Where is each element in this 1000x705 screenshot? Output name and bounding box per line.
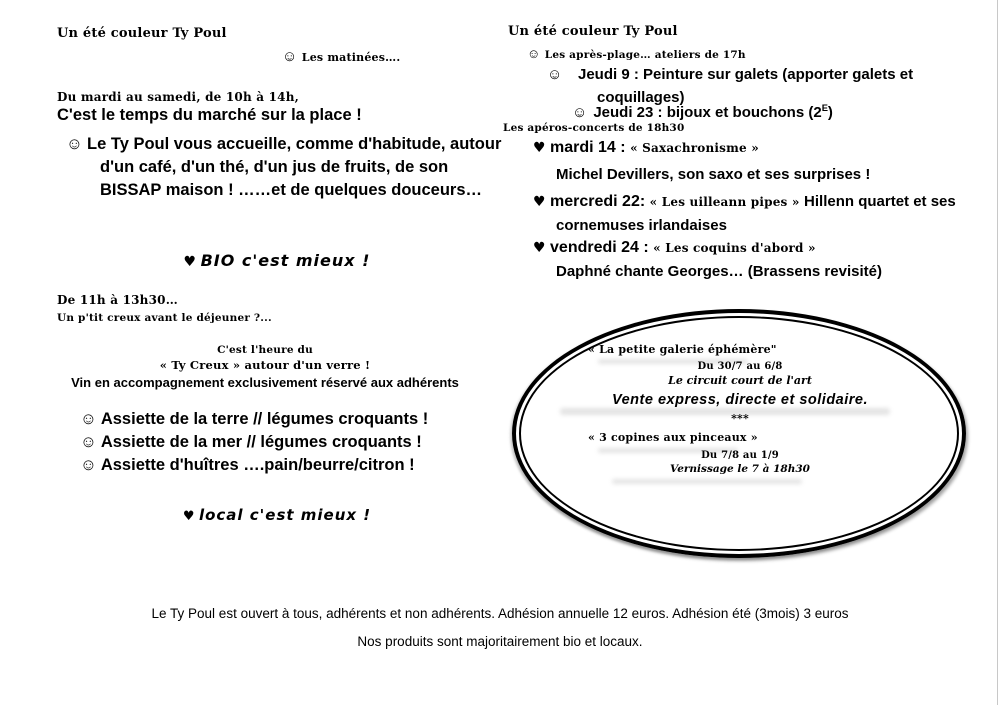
lunch-question: Un p'tit creux avant le déjeuner ?...: [57, 312, 272, 324]
lunch-hours: De 11h à 13h30…: [57, 293, 178, 307]
concert-title: « Saxachronisme »: [630, 141, 759, 155]
concert-day: mardi 14 :: [550, 139, 626, 156]
concert-detail: Hillenn quartet et ses cornemuses irlandaises: [556, 193, 956, 234]
atelier-close: ): [827, 104, 833, 121]
gallery-event1-tagline: Vente express, directe et solidaire.: [611, 392, 869, 408]
ink-smudge: [612, 479, 802, 484]
bio-slogan: [57, 251, 497, 271]
concert-item: [533, 139, 759, 157]
ateliers-heading: [527, 45, 746, 63]
smiley-icon: ☺: [527, 46, 541, 61]
concert-day: vendredi 24 :: [550, 239, 649, 256]
welcome-paragraph: ☺ Le Ty Poul vous accueille, comme d'habitude, autour d'un café, d'un thé, d'un jus de fruits, de son BISSAP maison ! ……et de quelques douceurs…: [66, 135, 502, 199]
gallery-event2-note: Vernissage le 7 à 18h30: [670, 463, 810, 475]
heart-icon: ♥: [183, 254, 197, 270]
concerts-heading: Les apéros-concerts de 18h30: [503, 122, 685, 134]
atelier-item: ☺ Jeudi 9 : Peinture sur galets (apporter galets et coquillages): [547, 66, 914, 106]
plate-item: [80, 456, 415, 475]
page-edge-line: [997, 0, 998, 705]
smiley-icon: ☺: [80, 456, 97, 474]
plate-text: Assiette de la mer // légumes croquants !: [100, 433, 422, 451]
market-hours: Du mardi au samedi, de 10h à 14h,: [57, 90, 300, 104]
atelier-text: Jeudi 9 : Peinture sur galets (apporter galets et coquillages): [578, 66, 914, 106]
concert-title: « Les coquins d'abord »: [653, 241, 816, 255]
concert-item: [533, 239, 816, 257]
wine-note: Vin en accompagnement exclusivement réservé aux adhérents: [71, 375, 459, 390]
concert-detail: Daphné chante Georges… (Brassens revisité): [556, 263, 882, 280]
gallery-separator: ***: [731, 412, 749, 425]
gallery-event2-title: « 3 copines aux pinceaux »: [588, 431, 758, 444]
ty-creux-line1: C'est l'heure du: [217, 344, 313, 356]
concert-title: « Les uilleann pipes »: [649, 195, 800, 209]
welcome-text: Le Ty Poul vous accueille, comme d'habitude, autour d'un café, d'un thé, d'un jus de fruits, de son BISSAP maison ! ……et de quelques douceurs…: [87, 135, 502, 199]
smiley-icon: ☺: [80, 410, 97, 428]
atelier-sup: E: [821, 103, 828, 113]
left-title: Un été couleur Ty Poul: [57, 26, 227, 41]
matinees-heading: [282, 48, 400, 66]
concert-item: [533, 190, 982, 238]
plate-item: [80, 410, 428, 429]
ty-creux-line2: « Ty Creux » autour d'un verre !: [159, 358, 371, 372]
smiley-icon: ☺: [80, 433, 97, 451]
matinees-label: Les matinées….: [301, 51, 401, 64]
smiley-icon: ☺: [572, 104, 588, 121]
atelier-text: Jeudi 23 : bijoux et bouchons (2: [593, 104, 822, 121]
gallery-event1-title: « La petite galerie éphémère": [588, 343, 777, 356]
heart-icon: ♥: [533, 194, 546, 210]
plate-item: [80, 433, 422, 452]
footer-products-line: Nos produits sont majoritairement bio et locaux.: [357, 634, 643, 649]
plate-text: Assiette d'huîtres ….pain/beurre/citron !: [100, 456, 415, 474]
concert-detail: Michel Devillers, son saxo et ses surprises !: [556, 166, 871, 183]
right-title: Un été couleur Ty Poul: [508, 24, 678, 39]
gallery-event1-subtitle: Le circuit court de l'art: [668, 374, 812, 387]
atelier-item: [572, 103, 833, 121]
heart-icon: ♥: [533, 240, 546, 256]
bio-slogan-text: BIO c'est mieux !: [200, 251, 371, 270]
heart-icon: ♥: [533, 140, 546, 156]
gallery-event2-dates: Du 7/8 au 1/9: [701, 450, 779, 461]
local-slogan-text: local c'est mieux !: [198, 506, 372, 524]
footer-membership-line: Le Ty Poul est ouvert à tous, adhérents et non adhérents. Adhésion annuelle 12 euros. Adhésion été (3mois) 3 euros: [151, 606, 849, 621]
smiley-icon: ☺: [282, 48, 298, 65]
plate-text: Assiette de la terre // légumes croquants !: [100, 410, 429, 428]
gallery-event1-dates: Du 30/7 au 6/8: [697, 361, 783, 372]
heart-icon: ♥: [182, 509, 195, 524]
local-slogan: [57, 506, 497, 525]
concert-day: mercredi 22:: [550, 193, 646, 210]
ateliers-heading-text: Les après-plage… ateliers de 17h: [544, 49, 746, 61]
market-line: C'est le temps du marché sur la place !: [57, 106, 362, 124]
